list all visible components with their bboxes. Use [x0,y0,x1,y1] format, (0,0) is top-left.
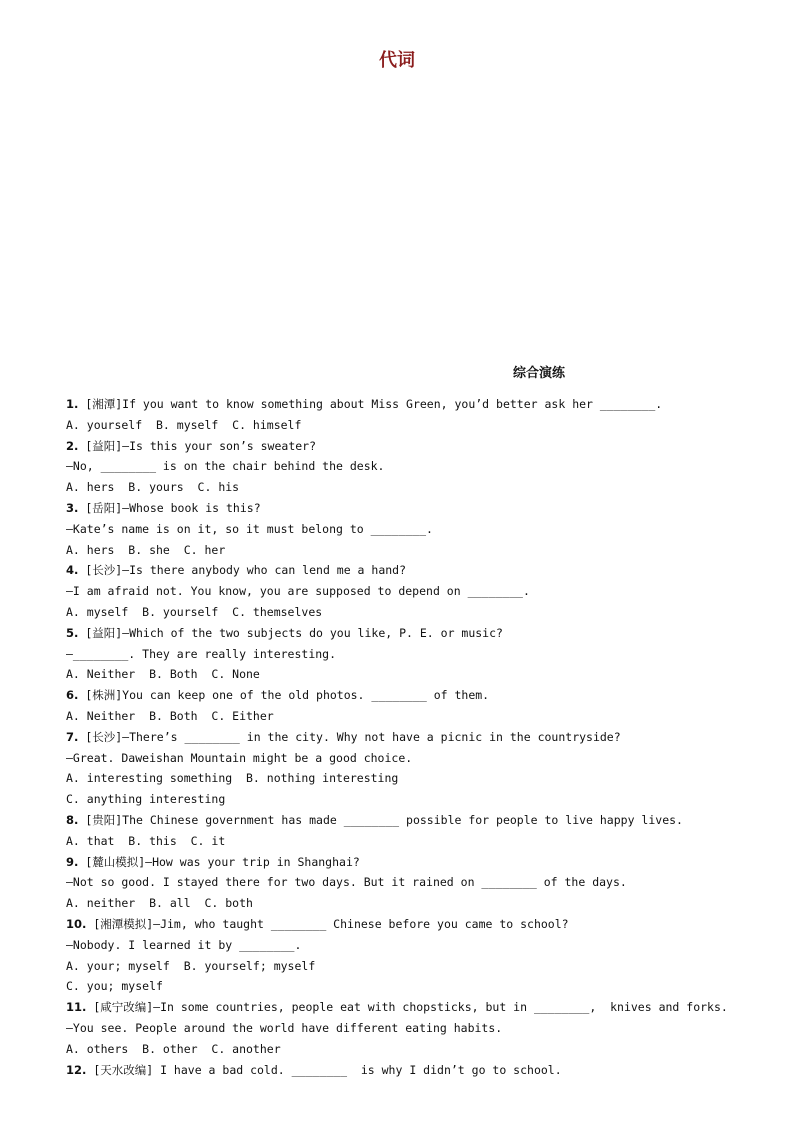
question-text: [贵阳]The Chinese government has made ________ possible for people to live happy lives. [85,812,683,827]
question-line [66,602,766,623]
question-stem [66,436,766,457]
question-line [66,831,766,852]
question-line [66,748,766,769]
question-stem [66,394,766,415]
question-text: —________. They are really interesting. [66,646,337,661]
question-line [66,519,766,540]
question-text: A. hers B. yours C. his [66,480,240,495]
question-number: 10. [66,916,87,931]
question-text: A. hers B. she C. her [66,542,226,557]
question-line [66,935,766,956]
question-stem [66,498,766,519]
question-line [66,1018,766,1039]
section-title: 综合演练 [513,366,566,381]
question-text: [岳阳]—Whose book is this? [85,500,261,515]
question-text: [长沙]—There’s ________ in the city. Why not have a picnic in the countryside? [85,729,621,744]
question-line [66,956,766,977]
question-line [66,664,766,685]
question-stem [66,685,766,706]
question-stem [66,997,766,1018]
page-title: 代词 [379,50,415,71]
question-text: —I am afraid not. You know, you are supposed to depend on ________. [66,584,530,599]
question-text: A. yourself B. myself C. himself [66,417,302,432]
question-line [66,456,766,477]
question-text: [益阳]—Which of the two subjects do you like, P. E. or music? [85,625,503,640]
question-stem [66,623,766,644]
question-text: A. myself B. yourself C. themselves [66,604,323,619]
question-number: 3. [66,500,79,515]
question-stem [66,727,766,748]
question-text: A. your; myself B. yourself; myself [66,958,316,973]
question-text: [益阳]—Is this your son’s sweater? [85,438,317,453]
question-number: 2. [66,438,79,453]
question-number: 5. [66,625,79,640]
question-line [66,1039,766,1060]
question-number: 7. [66,729,79,744]
question-line [66,976,766,997]
question-line [66,644,766,665]
question-text: [咸宁改编]—In some countries, people eat with chopsticks, but in ________, knives and forks. [93,1000,728,1015]
exercise-list [66,394,766,1080]
question-number: 11. [66,1000,87,1015]
question-text: C. anything interesting [66,792,226,807]
question-line [66,477,766,498]
question-text: A. others B. other C. another [66,1041,281,1056]
question-line [66,893,766,914]
question-text: C. you; myself [66,979,163,994]
question-number: 8. [66,812,79,827]
question-line [66,706,766,727]
question-number: 9. [66,854,79,869]
question-line [66,581,766,602]
question-stem [66,1060,766,1081]
question-text: A. Neither B. Both C. None [66,667,260,682]
question-line [66,872,766,893]
question-stem [66,914,766,935]
question-text: [湘潭模拟]—Jim, who taught ________ Chinese before you came to school? [93,916,569,931]
question-stem [66,810,766,831]
question-number: 4. [66,563,79,578]
question-text: [麓山模拟]—How was your trip in Shanghai? [85,854,360,869]
question-text: —Not so good. I stayed there for two days. But it rained on ________ of the days. [66,875,627,890]
question-stem [66,852,766,873]
question-line [66,415,766,436]
question-text: A. neither B. all C. both [66,896,253,911]
question-text: —You see. People around the world have different eating habits. [66,1020,503,1035]
question-text: [株洲]You can keep one of the old photos. ________ of them. [85,688,490,703]
question-text: [天水改编] I have a bad cold. ________ is why I didn’t go to school. [93,1062,562,1077]
question-text: A. interesting something B. nothing interesting [66,771,399,786]
question-text: [长沙]—Is there anybody who can lend me a hand? [85,563,407,578]
question-line [66,540,766,561]
question-line [66,789,766,810]
question-text: —No, ________ is on the chair behind the desk. [66,459,385,474]
question-text: A. Neither B. Both C. Either [66,708,274,723]
question-text: [湘潭]If you want to know something about Miss Green, you’d better ask her ________. [85,397,663,411]
question-number: 12. [66,1062,87,1077]
question-text: A. that B. this C. it [66,833,226,848]
question-text: —Kate’s name is on it, so it must belong to ________. [66,521,433,536]
question-number: 6. [66,688,79,703]
question-line [66,768,766,789]
question-stem [66,560,766,581]
question-text: —Great. Daweishan Mountain might be a good choice. [66,750,413,765]
question-number: 1. [66,397,79,411]
question-text: —Nobody. I learned it by ________. [66,937,302,952]
